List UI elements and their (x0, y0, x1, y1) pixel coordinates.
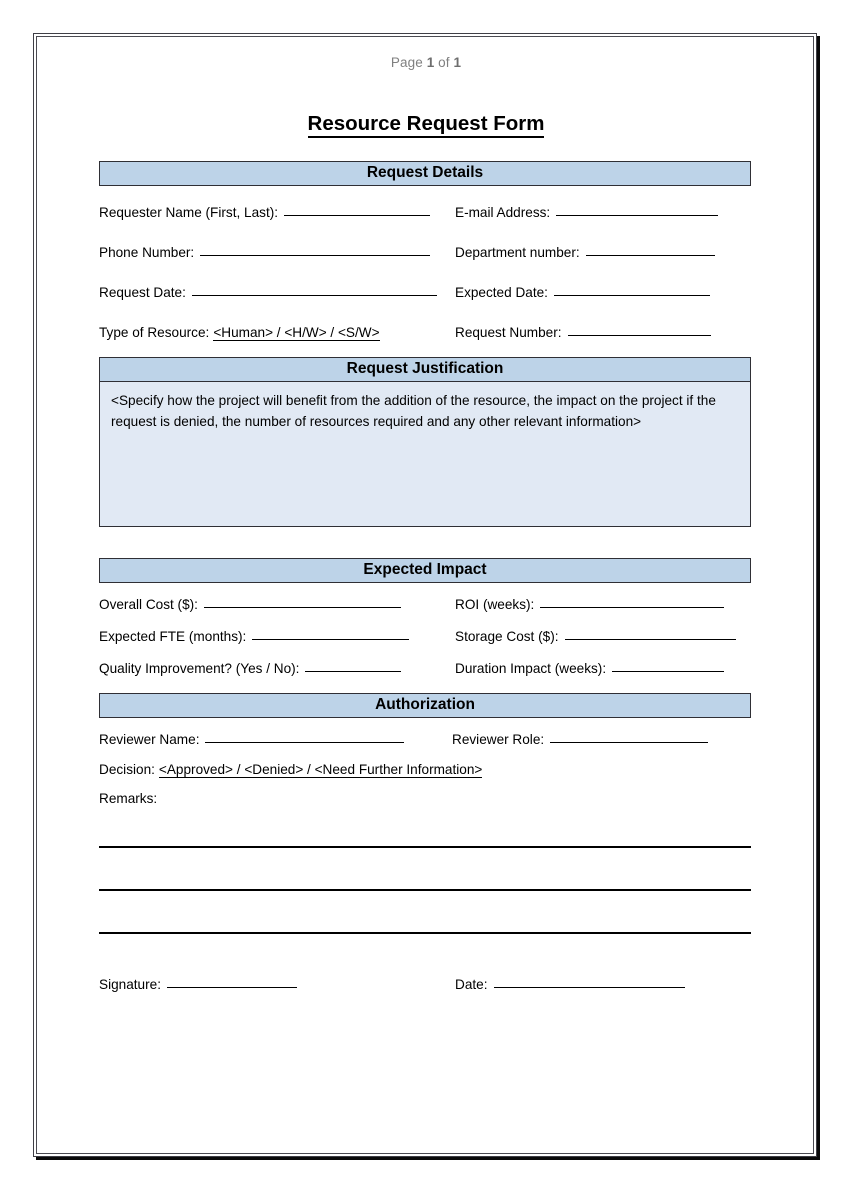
field-phone-number (99, 245, 430, 260)
remarks-line-2[interactable] (99, 889, 751, 891)
section-header-request-justification (99, 357, 751, 382)
field-duration-impact-label: Duration Impact (weeks): (455, 661, 607, 676)
field-storage-cost-label: Storage Cost ($): (455, 629, 559, 644)
field-expected-date (455, 285, 710, 300)
remarks-line-1[interactable] (99, 846, 751, 848)
page-indicator-mid: of (434, 55, 454, 70)
field-roi-weeks-label: ROI (weeks): (455, 597, 535, 612)
document-page (33, 33, 817, 1157)
field-type-of-resource-options[interactable]: <Human> / <H/W> / <S/W> (213, 325, 380, 340)
field-signature-label: Signature: (99, 977, 161, 992)
section-header-authorization-label: Authorization (375, 696, 475, 713)
field-email-address-input[interactable] (556, 215, 718, 216)
field-decision-label: Decision: (99, 762, 155, 777)
field-request-number (455, 325, 711, 340)
field-decision (99, 762, 482, 778)
page-indicator-prefix: Page (390, 55, 427, 70)
field-date-input[interactable] (494, 987, 685, 988)
field-overall-cost-label: Overall Cost ($): (99, 597, 198, 612)
field-decision-options[interactable]: <Approved> / <Denied> / <Need Further Information> (158, 762, 483, 777)
field-roi-weeks-input[interactable] (540, 607, 724, 608)
remarks-line-3[interactable] (99, 932, 751, 934)
field-remarks (99, 791, 157, 806)
field-email-address (455, 205, 718, 220)
field-quality-improvement-label: Quality Improvement? (Yes / No): (99, 661, 300, 676)
field-reviewer-role-input[interactable] (550, 742, 708, 743)
field-expected-fte (99, 629, 409, 644)
page-current: 1 (426, 55, 435, 70)
field-expected-fte-input[interactable] (252, 639, 409, 640)
field-overall-cost (99, 597, 401, 612)
field-overall-cost-input[interactable] (204, 607, 401, 608)
section-header-authorization (99, 693, 751, 718)
field-requester-name (99, 205, 430, 220)
page-total: 1 (453, 55, 462, 70)
field-reviewer-name-label: Reviewer Name: (99, 732, 200, 747)
field-requester-name-input[interactable] (284, 215, 430, 216)
field-expected-date-label: Expected Date: (455, 285, 548, 300)
section-header-request-justification-label: Request Justification (346, 360, 504, 377)
field-date-label: Date: (455, 977, 488, 992)
field-request-date-input[interactable] (192, 295, 437, 296)
section-header-request-details (99, 161, 751, 186)
page-title (34, 112, 818, 136)
field-duration-impact-input[interactable] (612, 671, 724, 672)
request-justification-textarea[interactable] (99, 382, 751, 527)
field-requester-name-label: Requester Name (First, Last): (99, 205, 279, 220)
field-roi-weeks (455, 597, 724, 612)
section-header-request-details-label: Request Details (366, 164, 484, 181)
section-header-expected-impact (99, 558, 751, 583)
page-title-text: Resource Request Form (308, 112, 545, 138)
field-duration-impact (455, 661, 724, 676)
field-reviewer-name (99, 732, 404, 747)
field-quality-improvement (99, 661, 401, 676)
field-expected-date-input[interactable] (554, 295, 710, 296)
field-quality-improvement-input[interactable] (305, 671, 401, 672)
field-department-number-label: Department number: (455, 245, 580, 260)
field-signature-input[interactable] (167, 987, 297, 988)
field-type-of-resource (99, 325, 380, 341)
field-date (455, 977, 685, 992)
field-storage-cost-input[interactable] (565, 639, 736, 640)
request-justification-text: <Specify how the project will benefit from the addition of the resource, the impact on the project if the request is denied, the number of resources required and any other relevant information> (111, 393, 716, 429)
page-indicator (34, 55, 818, 70)
field-storage-cost (455, 629, 736, 644)
field-signature (99, 977, 297, 992)
field-department-number-input[interactable] (586, 255, 715, 256)
field-request-date-label: Request Date: (99, 285, 186, 300)
field-remarks-label: Remarks: (99, 791, 158, 806)
field-reviewer-role-label: Reviewer Role: (452, 732, 545, 747)
field-reviewer-role (452, 732, 708, 747)
field-reviewer-name-input[interactable] (205, 742, 404, 743)
field-request-number-label: Request Number: (455, 325, 562, 340)
field-email-address-label: E-mail Address: (455, 205, 551, 220)
field-phone-number-input[interactable] (200, 255, 430, 256)
field-request-number-input[interactable] (568, 335, 711, 336)
field-type-of-resource-label: Type of Resource: (99, 325, 210, 340)
field-request-date (99, 285, 437, 300)
field-expected-fte-label: Expected FTE (months): (99, 629, 247, 644)
section-header-expected-impact-label: Expected Impact (363, 561, 487, 578)
field-department-number (455, 245, 715, 260)
field-phone-number-label: Phone Number: (99, 245, 195, 260)
